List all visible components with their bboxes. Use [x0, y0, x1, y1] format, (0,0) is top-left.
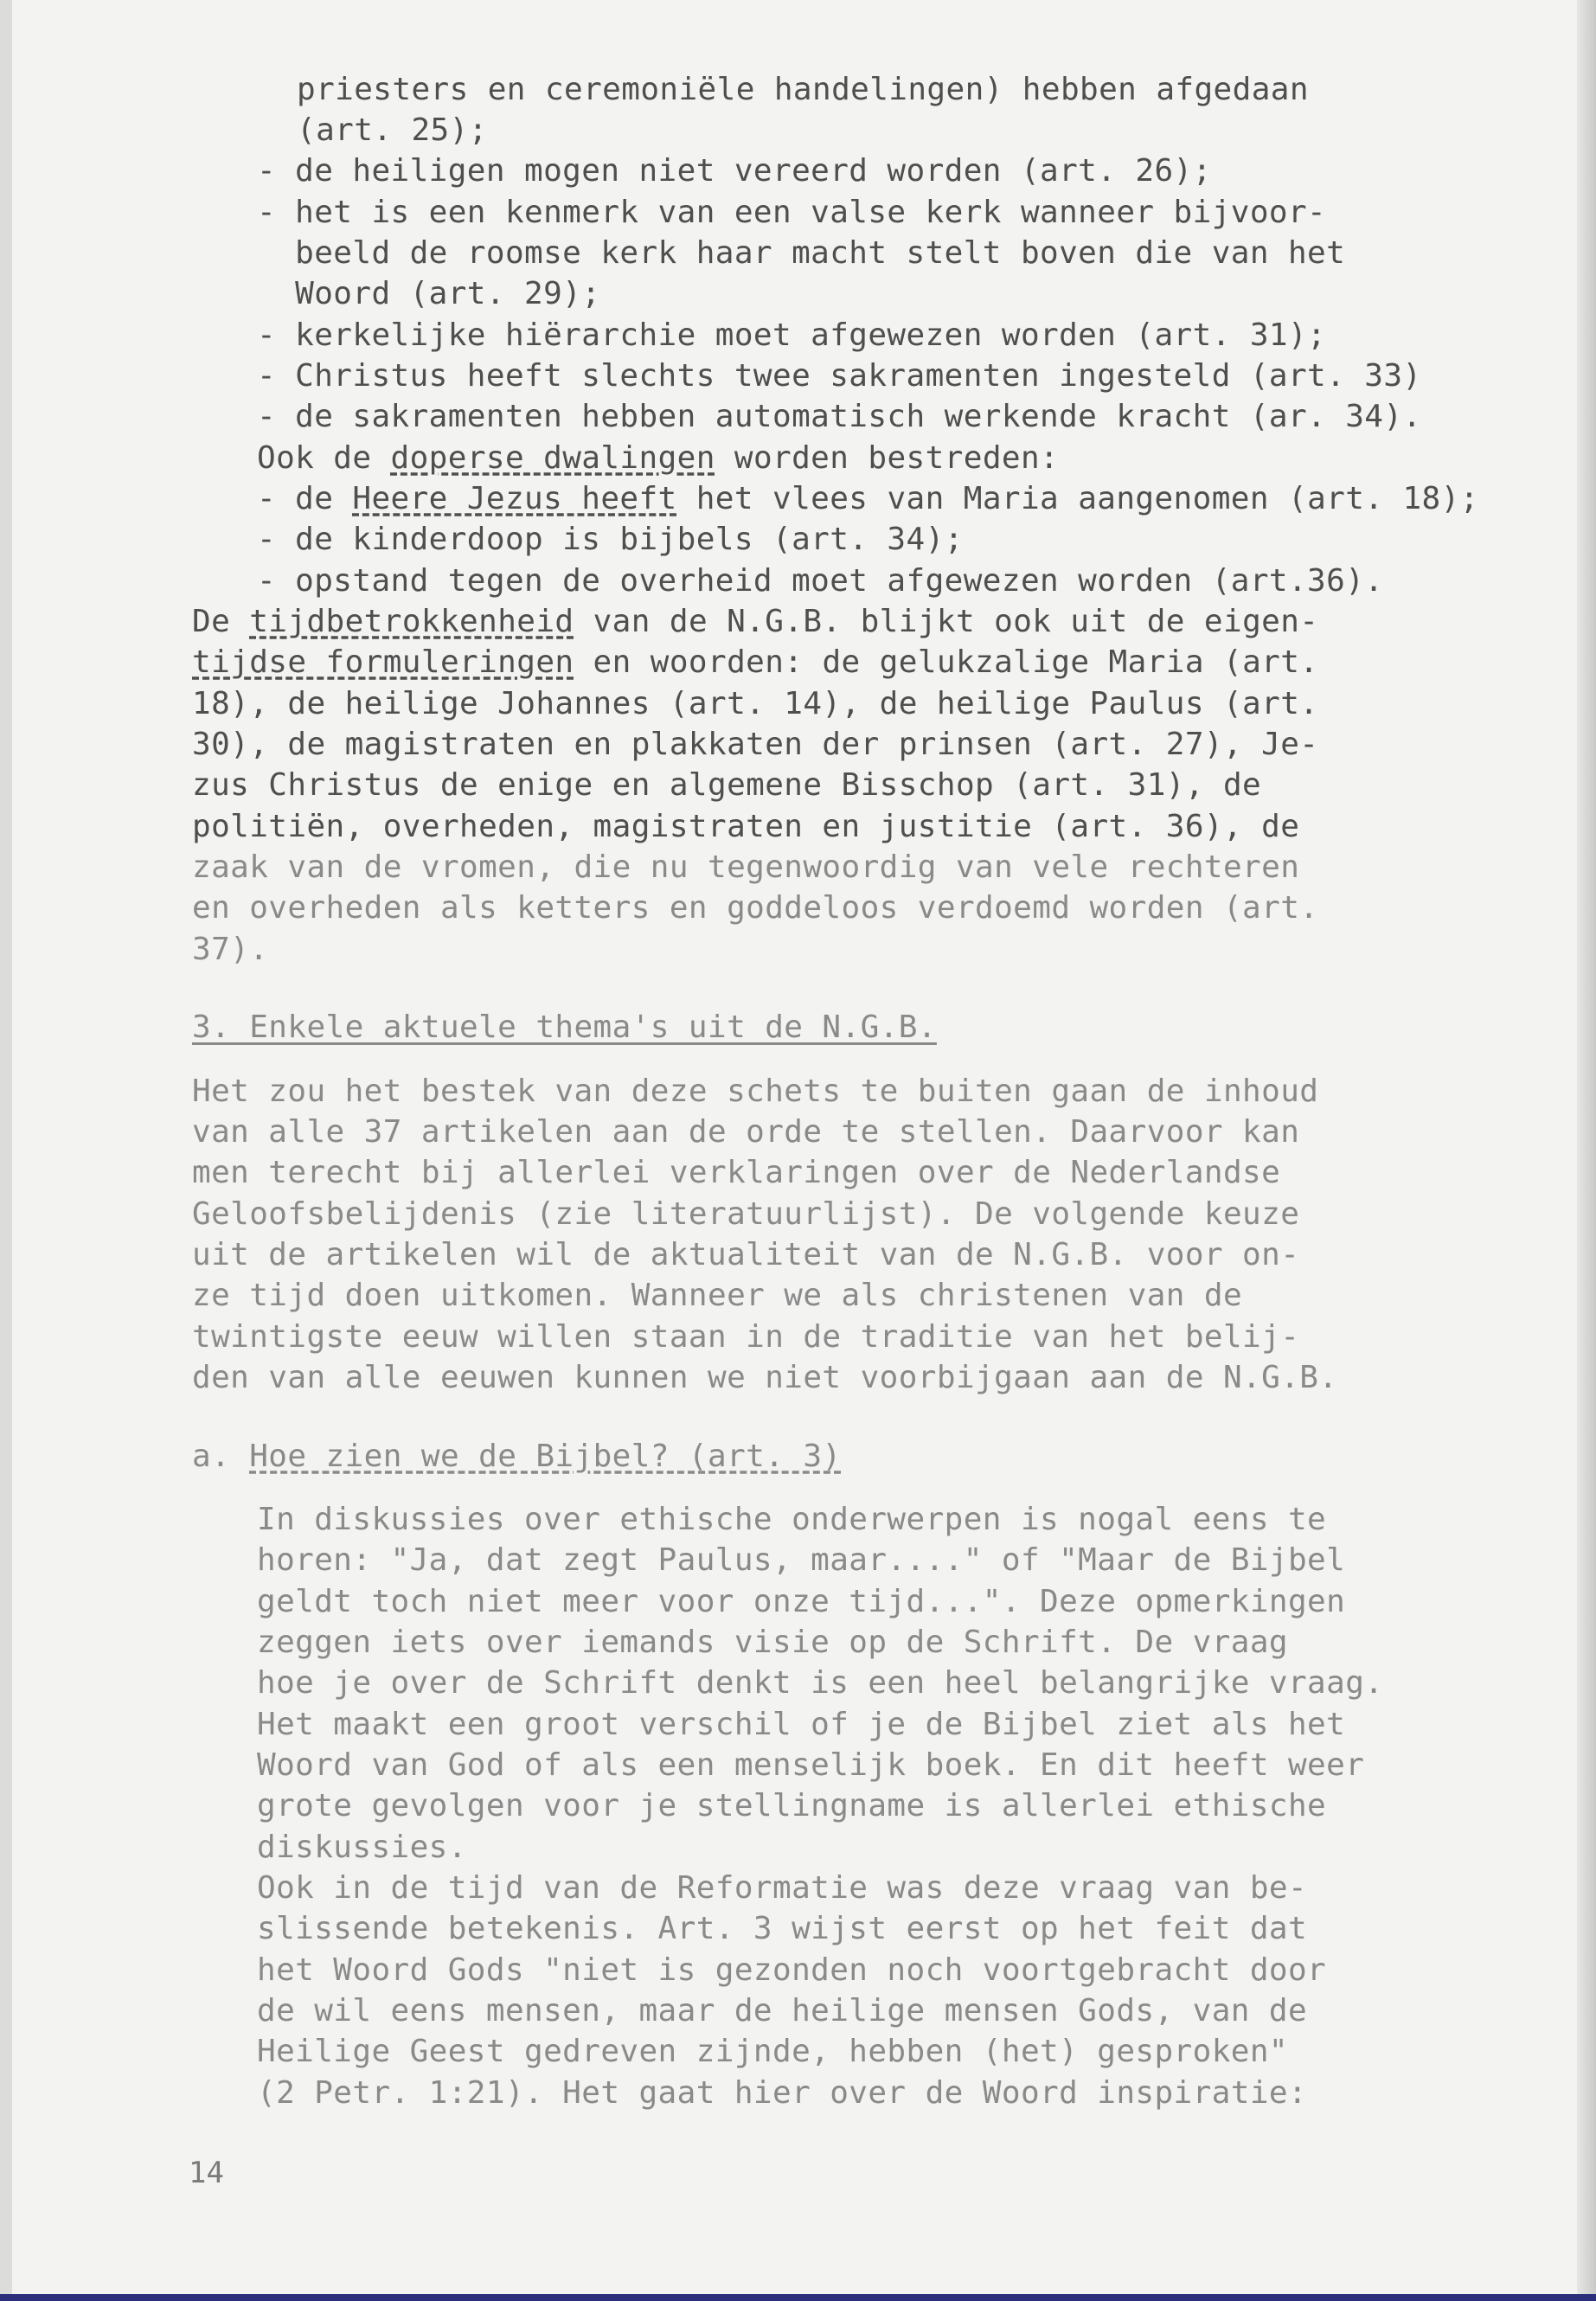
text-line: diskussies.: [257, 1830, 467, 1865]
text-line: het Woord Gods "niet is gezonden noch voortgebracht door: [257, 1952, 1327, 1988]
text-line: grote gevolgen voor je stellingname is allerlei ethische: [257, 1788, 1327, 1823]
subsection-heading-title: Hoe zien we de Bijbel? (art. 3): [249, 1439, 842, 1474]
text-line: hoe je over de Schrift denkt is een heel belangrijke vraag.: [257, 1665, 1384, 1701]
text-line: Woord van God of als een menselijk boek. En dit heeft weer: [257, 1747, 1365, 1783]
text-line: politiën, overheden, magistraten en justitie (art. 36), de: [192, 809, 1300, 844]
text-line: tijdse formuleringen en woorden: de gelukzalige Maria (art.: [192, 644, 1319, 680]
list-item: - de Heere Jezus heeft het vlees van Maria aangenomen (art. 18);: [257, 481, 1479, 516]
text-line: van alle 37 artikelen aan de orde te stellen. Daarvoor kan: [192, 1114, 1300, 1150]
list-item: - opstand tegen de overheid moet afgewezen worden (art.36).: [257, 563, 1384, 599]
text-line: De tijdbetrokkenheid van de N.G.B. blijkt ook uit de eigen-: [192, 604, 1319, 639]
emphasis-underline: Heere Jezus heeft: [352, 481, 677, 516]
text-line: Heilige Geest gedreven zijnde, hebben (het) gesproken": [257, 2034, 1288, 2069]
text-line: uit de artikelen wil de aktualiteit van de N.G.B. voor on-: [192, 1237, 1300, 1272]
text-line: ze tijd doen uitkomen. Wanneer we als christenen van de: [192, 1278, 1243, 1313]
list-item: - het is een kenmerk van een valse kerk wanneer bijvoor-: [257, 195, 1327, 230]
text-line: Het zou het bestek van deze schets te buiten gaan de inhoud: [192, 1074, 1319, 1109]
text-line: twintigste eeuw willen staan in de traditie van het belij-: [192, 1319, 1300, 1355]
list-item: beeld de roomse kerk haar macht stelt boven die van het: [257, 235, 1346, 271]
text-line: zeggen iets over iemands visie op de Schrift. De vraag: [257, 1625, 1288, 1660]
list-item: - de sakramenten hebben automatisch werkende kracht (ar. 34).: [257, 399, 1422, 434]
text-line: (art. 25);: [297, 112, 488, 148]
text-line: (2 Petr. 1:21). Het gaat hier over de Woord inspiratie:: [257, 2075, 1308, 2111]
section-heading: 3. Enkele aktuele thema's uit de N.G.B.: [192, 1009, 937, 1045]
text-line: geldt toch niet meer voor onze tijd...". Deze opmerkingen: [257, 1584, 1346, 1619]
text-line: 18), de heilige Johannes (art. 14), de heilige Paulus (art.: [192, 686, 1319, 721]
text-line: den van alle eeuwen kunnen we niet voorbijgaan aan de N.G.B.: [192, 1360, 1338, 1395]
text-line: Ook de doperse dwalingen worden bestreden:: [257, 440, 1060, 476]
text-line: Geloofsbelijdenis (zie literatuurlijst). De volgende keuze: [192, 1196, 1300, 1232]
text-line: zaak van de vromen, die nu tegenwoordig van vele rechteren: [192, 849, 1300, 885]
text-line: Het maakt een groot verschil of je de Bijbel ziet als het: [257, 1707, 1346, 1742]
text-line: 37).: [192, 932, 269, 967]
page-number: 14: [189, 2156, 224, 2190]
text-line: priesters en ceremoniële handelingen) hebben afgedaan: [297, 72, 1309, 107]
list-item: - de kinderdoop is bijbels (art. 34);: [257, 522, 964, 557]
list-item: - kerkelijke hiërarchie moet afgewezen worden (art. 31);: [257, 317, 1327, 353]
scan-right-edge: [1577, 0, 1596, 2301]
text-line: horen: "Ja, dat zegt Paulus, maar...." of "Maar de Bijbel: [257, 1542, 1346, 1578]
list-item: - Christus heeft slechts twee sakramenten ingesteld (art. 33): [257, 358, 1422, 394]
emphasis-underline: doperse dwalingen: [390, 440, 715, 476]
emphasis-underline: tijdse formuleringen: [192, 644, 574, 680]
text-line: men terecht bij allerlei verklaringen over de Nederlandse: [192, 1155, 1281, 1190]
text-line: Ook in de tijd van de Reformatie was deze vraag van be-: [257, 1870, 1308, 1906]
text-line: en overheden als ketters en goddeloos verdoemd worden (art.: [192, 890, 1319, 926]
text-line: zus Christus de enige en algemene Bisschop (art. 31), de: [192, 767, 1262, 803]
text-line: slissende betekenis. Art. 3 wijst eerst op het feit dat: [257, 1911, 1308, 1946]
text-line: In diskussies over ethische onderwerpen is nogal eens te: [257, 1502, 1327, 1537]
text-line: 30), de magistraten en plakkaten der prinsen (art. 27), Je-: [192, 727, 1319, 762]
list-item: - de heiligen mogen niet vereerd worden (art. 26);: [257, 153, 1212, 189]
scan-bottom-edge: [0, 2294, 1596, 2301]
subsection-heading: a. Hoe zien we de Bijbel? (art. 3): [192, 1439, 842, 1474]
scan-left-edge: [0, 0, 12, 2301]
emphasis-underline: tijdbetrokkenheid: [249, 604, 574, 639]
list-item: Woord (art. 29);: [257, 276, 601, 311]
text-line: de wil eens mensen, maar de heilige mensen Gods, van de: [257, 1993, 1308, 2029]
